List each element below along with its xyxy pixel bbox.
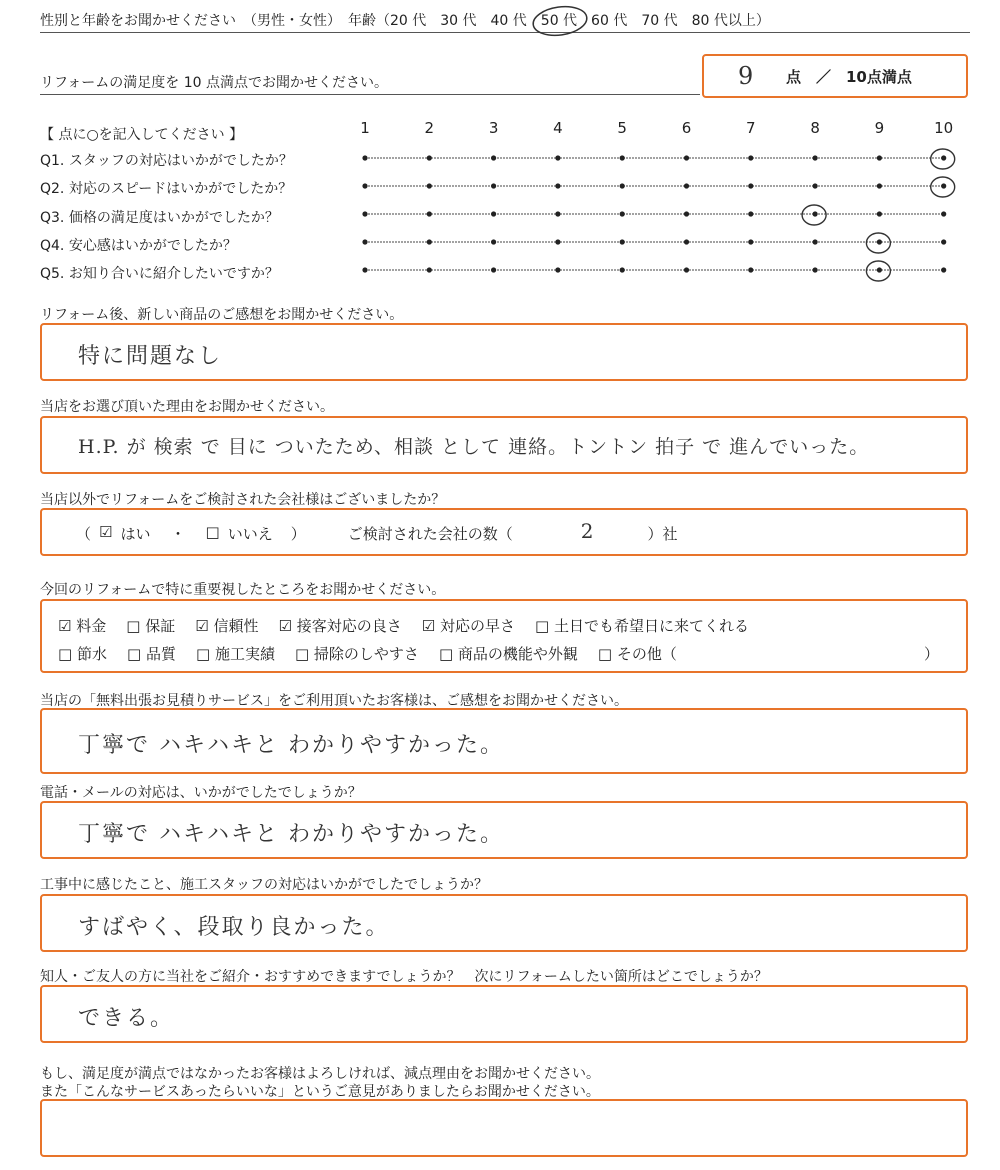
- rating-dot-q2-9[interactable]: [877, 183, 882, 188]
- rating-q5-label: Q5. お知り合いに紹介したいですか？: [40, 266, 279, 282]
- rating-dot-q2-3[interactable]: [491, 183, 496, 188]
- rating-dot-q5-10[interactable]: [941, 267, 946, 272]
- rating-dot-q5-3[interactable]: [491, 267, 496, 272]
- section6-answer: 丁寧で ハキハキと わかりやすかった。: [78, 822, 504, 847]
- rating-dot-q4-9[interactable]: [877, 239, 882, 244]
- rating-dot-q5-8[interactable]: [813, 267, 818, 272]
- rating-dot-q3-4[interactable]: [555, 211, 560, 216]
- rating-dot-q3-6[interactable]: [684, 211, 689, 216]
- section6-answer-box[interactable]: [40, 801, 968, 859]
- section1-answer: 特に問題なし: [78, 344, 223, 369]
- rating-dot-q4-2[interactable]: [427, 239, 432, 244]
- priority-item-water[interactable]: □ 節水: [58, 645, 107, 663]
- rating-dot-q5-7[interactable]: [748, 267, 753, 272]
- section9-title-line1: もし、満足度が満点ではなかったお客様はよろしければ、減点理由をお聞かせください。: [40, 1066, 600, 1082]
- priority-item-quality[interactable]: □ 品質: [126, 645, 176, 663]
- section8-answer-box[interactable]: [40, 985, 968, 1043]
- scale-number-9: 9: [874, 119, 885, 137]
- rating-dot-q4-7[interactable]: [748, 239, 753, 244]
- rating-dot-q1-2[interactable]: [427, 155, 432, 160]
- scale-number-8: 8: [810, 119, 820, 137]
- priority-item-other[interactable]: □ その他（: [597, 645, 677, 663]
- section1-title: リフォーム後、新しい商品のご感想をお聞かせください。: [40, 307, 404, 323]
- rating-dot-q3-3[interactable]: [491, 211, 496, 216]
- rating-dot-q4-1[interactable]: [362, 239, 367, 244]
- rating-dot-q4-4[interactable]: [555, 239, 560, 244]
- section2-answer: H.P. が 検索 で 目に ついたため、相談 として 連絡。トントン 拍子 で 進んでいった。: [78, 436, 870, 458]
- scale-number-4: 4: [553, 119, 563, 137]
- competitor-count-suffix: ）社: [647, 525, 678, 543]
- rating-q4-label: Q4. 安心感はいかがでしたか？: [40, 238, 237, 254]
- priority-item-warranty[interactable]: □ 保証: [126, 617, 176, 635]
- rating-q2-label: Q2. 対応のスピードはいかがでしたか？: [40, 181, 293, 197]
- scale-number-2: 2: [424, 119, 435, 137]
- satisfaction-label: リフォームの満足度を 10 点満点でお聞かせください。: [40, 75, 389, 91]
- rating-dot-q5-9[interactable]: [877, 267, 882, 272]
- priority-item-weekend[interactable]: □ 土日でも希望日に来てくれる: [534, 617, 749, 635]
- section7-answer: すばやく、段取り良かった。: [78, 915, 390, 940]
- rating-dot-q5-1[interactable]: [362, 267, 367, 272]
- rating-dot-q2-4[interactable]: [555, 183, 560, 188]
- competitor-no-label: いいえ: [227, 525, 273, 543]
- rating-q3-label: Q3. 価格の満足度はいかがでしたか？: [40, 210, 279, 226]
- scale-number-6: 6: [681, 119, 692, 137]
- rating-dot-q4-5[interactable]: [620, 239, 625, 244]
- section1-answer-box[interactable]: [40, 323, 968, 381]
- rating-dot-q1-9[interactable]: [877, 155, 882, 160]
- section3-close: ）: [290, 525, 306, 543]
- competitor-count-value[interactable]: 2: [580, 519, 596, 543]
- rating-dot-q2-6[interactable]: [684, 183, 689, 188]
- priority-item-service[interactable]: ☑ 接客対応の良さ: [278, 617, 402, 635]
- rating-dot-q3-5[interactable]: [620, 211, 625, 216]
- scale-number-10: 10: [934, 119, 954, 137]
- section8-answer: できる。: [78, 1006, 175, 1031]
- rating-dot-q3-10[interactable]: [941, 211, 946, 216]
- scale-number-1: 1: [360, 119, 370, 137]
- competitor-yes-checkbox[interactable]: ☑: [99, 523, 113, 541]
- section6-title: 電話・メールの対応は、いかがでしたでしょうか？: [40, 785, 362, 801]
- rating-dot-q4-3[interactable]: [491, 239, 496, 244]
- rating-dot-q2-7[interactable]: [748, 183, 753, 188]
- rating-dot-q4-8[interactable]: [813, 239, 818, 244]
- section9-answer-box[interactable]: [40, 1099, 968, 1157]
- section3-separator: ・: [170, 525, 186, 543]
- rating-instruction: 【 点に○を記入してください 】: [40, 127, 244, 143]
- rating-q1-label: Q1. スタッフの対応はいかがでしたか？: [40, 153, 293, 169]
- priority-item-cleaning[interactable]: □ 掃除のしやすさ: [294, 645, 419, 663]
- rating-dot-q3-9[interactable]: [877, 211, 882, 216]
- rating-dot-q1-6[interactable]: [684, 155, 689, 160]
- rating-dot-q5-2[interactable]: [427, 267, 432, 272]
- rating-dot-q4-6[interactable]: [684, 239, 689, 244]
- rating-scales[interactable]: [0, 0, 1000, 300]
- scale-number-5: 5: [617, 119, 627, 137]
- competitor-yes-label: はい: [120, 525, 151, 543]
- rating-dot-q2-10[interactable]: [941, 183, 946, 188]
- section4-title: 今回のリフォームで特に重要視したところをお聞かせください。: [40, 582, 446, 598]
- priority-item-price[interactable]: ☑ 料金: [58, 617, 107, 635]
- satisfaction-score: 9: [738, 62, 756, 90]
- priority-item-trust[interactable]: ☑ 信頼性: [195, 617, 259, 635]
- section4-answer-box[interactable]: [40, 599, 968, 673]
- section2-answer-box[interactable]: [40, 416, 968, 474]
- section5-answer-box[interactable]: [40, 708, 968, 774]
- rating-dot-q1-1[interactable]: [362, 155, 367, 160]
- rating-dot-q2-2[interactable]: [427, 183, 432, 188]
- section2-title: 当店をお選び頂いた理由をお聞かせください。: [40, 399, 334, 415]
- scale-number-7: 7: [746, 119, 756, 137]
- rating-dot-q4-10[interactable]: [941, 239, 946, 244]
- rating-dot-q1-8[interactable]: [813, 155, 818, 160]
- rating-dot-q5-5[interactable]: [620, 267, 625, 272]
- rating-dot-q1-7[interactable]: [748, 155, 753, 160]
- scale-number-3: 3: [488, 119, 499, 137]
- section9-title-line2: また「こんなサービスあったらいいな」というご意見がありましたらお聞かせください。: [40, 1084, 600, 1100]
- section8-title: 知人・ご友人の方に当社をご紹介・おすすめできますでしょうか？ 次にリフォームしたい箇所はどこでしょうか？: [40, 969, 768, 985]
- rating-dot-q3-7[interactable]: [748, 211, 753, 216]
- priority-item-speed[interactable]: ☑ 対応の早さ: [421, 617, 515, 635]
- section5-title: 当店の「無料出張お見積りサービス」をご利用頂いたお客様は、ご感想をお聞かせください。: [40, 693, 628, 709]
- section3-title: 当店以外でリフォームをご検討された会社様はございましたか？: [40, 492, 446, 508]
- rating-dot-q3-2[interactable]: [427, 211, 432, 216]
- competitor-no-checkbox[interactable]: □: [205, 523, 220, 541]
- rating-dot-q2-8[interactable]: [813, 183, 818, 188]
- rating-dot-q1-3[interactable]: [491, 155, 496, 160]
- rating-dot-q1-4[interactable]: [555, 155, 560, 160]
- rating-dot-q3-8[interactable]: [813, 211, 818, 216]
- gender-age-question: 性別と年齢をお聞かせください （男性・女性） 年齢（20 代 30 代 40 代 50 代 60 代 70 代 80 代以上）: [40, 13, 770, 29]
- priority-item-function[interactable]: □ 商品の機能や外観: [438, 645, 578, 663]
- rating-dot-q3-1[interactable]: [362, 211, 367, 216]
- rating-dot-q2-1[interactable]: [362, 183, 367, 188]
- rating-dot-q1-5[interactable]: [620, 155, 625, 160]
- satisfaction-unit: 点 ／ 10点満点: [786, 68, 912, 86]
- section3-open: （: [76, 525, 92, 543]
- rating-dot-q5-6[interactable]: [684, 267, 689, 272]
- competitor-count-label: ご検討された会社の数（: [347, 525, 513, 543]
- section3-answer-box[interactable]: [40, 508, 968, 556]
- rating-dot-q5-4[interactable]: [555, 267, 560, 272]
- section7-title: 工事中に感じたこと、施工スタッフの対応はいかがでしたでしょうか？: [40, 877, 488, 893]
- section5-answer: 丁寧で ハキハキと わかりやすかった。: [78, 733, 504, 758]
- priority-item-record[interactable]: □ 施工実績: [195, 645, 275, 663]
- section7-answer-box[interactable]: [40, 894, 968, 952]
- rating-dot-q1-10[interactable]: [941, 155, 946, 160]
- priority-other-close: ）: [924, 645, 940, 663]
- rating-dot-q2-5[interactable]: [620, 183, 625, 188]
